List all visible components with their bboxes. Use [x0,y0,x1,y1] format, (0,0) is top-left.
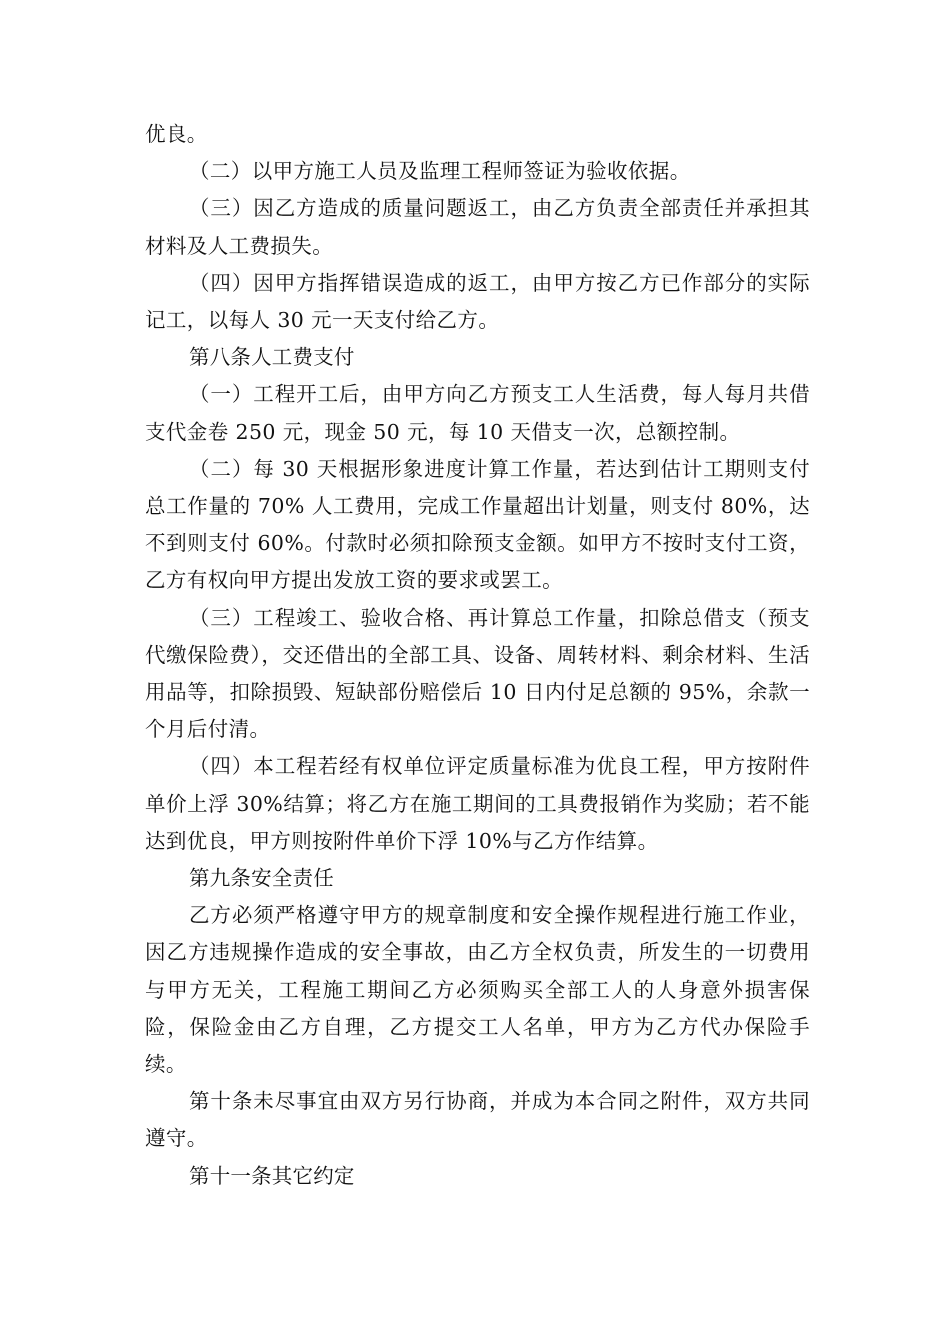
paragraph-article-10: 第十条未尽事宜由双方另行协商，并成为本合同之附件，双方共同遵守。 [145,1089,810,1151]
paragraph-clause-8-3: （三）工程竣工、验收合格、再计算总工作量，扣除总借支（预支代缴保险费），交还借出的全部工具、设备、周转材料、剩余材料、生活用品等，扣除损毁、短缺部份赔偿后 10 日内付足总额的 95%，余款一个月后付清。 [145,605,810,742]
paragraph-clause-8-2: （二）每 30 天根据形象进度计算工作量，若达到估计工期则支付总工作量的 70% 人工费用，完成工作量超出计划量，则支付 80%，达不到则支付 60%。付款时必须扣除预支金额。如甲方不按时支付工资，乙方有权向甲方提出发放工资的要求或罢工。 [145,456,810,593]
paragraph-article-9-body: 乙方必须严格遵守甲方的规章制度和安全操作规程进行施工作业，因乙方违规操作造成的安全事故，由乙方全权负责，所发生的一切费用与甲方无关，工程施工期间乙方必须购买全部工人的人身意外损害保险，保险金由乙方自理，乙方提交工人名单，甲方为乙方代办保险手续。 [145,903,810,1077]
paragraph-clause-7-3: （三）因乙方造成的质量问题返工，由乙方负责全部责任并承担其材料及人工费损失。 [145,196,810,258]
article-8-heading: 第八条人工费支付 [189,345,355,370]
document-page [145,116,810,1195]
paragraph-clause-8-1: （一）工程开工后，由甲方向乙方预支工人生活费，每人每月共借支代金卷 250 元，现金 50 元，每 10 天借支一次，总额控制。 [145,382,810,444]
paragraph-continuation: 优良。 [145,122,208,146]
paragraph-clause-8-4: （四）本工程若经有权单位评定质量标准为优良工程，甲方按附件单价上浮 30%结算；将乙方在施工期间的工具费报销作为奖励；若不能达到优良，甲方则按附件单价下浮 10%与乙方作结算。 [145,754,810,853]
paragraph-clause-7-2: （二）以甲方施工人员及监理工程师签证为验收依据。 [189,159,691,184]
paragraph-clause-7-4: （四）因甲方指挥错误造成的返工，由甲方按乙方已作部分的实际记工，以每人 30 元一天支付给乙方。 [145,270,810,333]
article-11-heading: 第十一条其它约定 [189,1163,355,1188]
article-9-heading: 第九条安全责任 [189,866,334,891]
